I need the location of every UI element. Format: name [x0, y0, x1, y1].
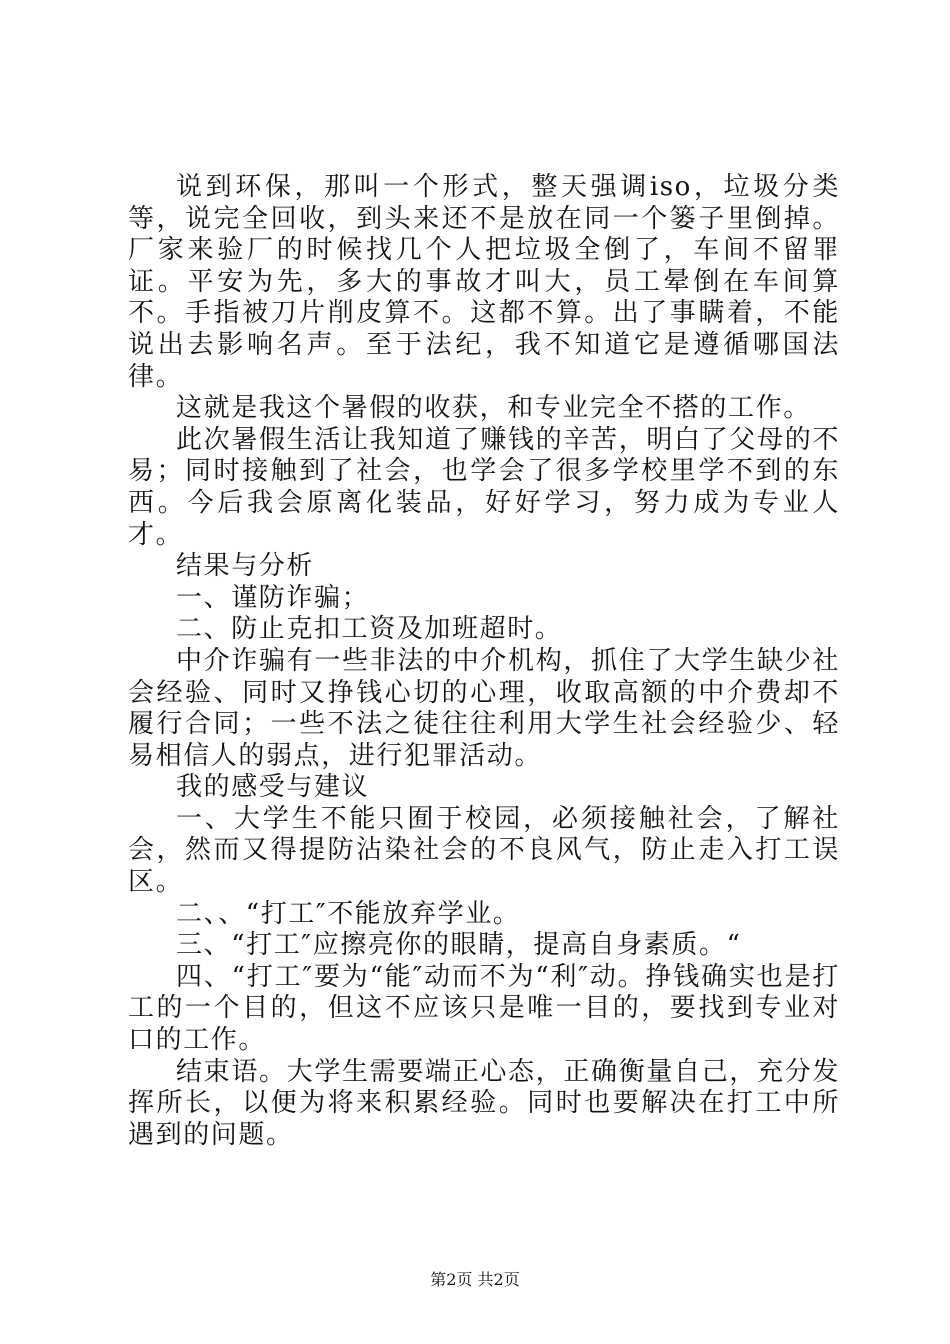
paragraph-environment: 说到环保，那叫一个形式，整天强调iso，垃圾分类等，说完全回收，到头来还不是放在同一个篓子里倒掉。厂家来验厂的时候找几个人把垃圾全倒了，车间不留罪证。平安为先，多大的事故才叫大，员工晕倒在车间算不。手指被刀片削皮算不。这都不算。出了事瞒着，不能说出去影响名声。至于法纪，我不知道它是遵循哪国法律。: [128, 172, 840, 392]
paragraph-reflection: 此次暑假生活让我知道了赚钱的辛苦，明白了父母的不易；同时接触到了社会，也学会了很多学校里学不到的东西。今后我会原离化装品，好好学习，努力成为专业人才。: [128, 424, 840, 550]
section-heading-results: 结果与分析: [176, 551, 315, 582]
suggestion-item-4: 四、“打工″要为“能″动而不为“利″动。挣钱确实也是打工的一个目的，但这不应该只是唯一目的，要找到专业对口的工作。: [128, 961, 840, 1056]
suggestion-item-2: 二、、“打工″不能放弃学业。: [176, 898, 521, 929]
paragraph-agency-fraud: 中介诈骗有一些非法的中介机构，抓住了大学生缺少社会经验、同时又挣钱心切的心理，收取高额的中介费却不履行合同；一些不法之徒往往利用大学生社会经验少、轻易相信人的弱点，进行犯罪活动。: [128, 645, 840, 771]
section-heading-suggestions: 我的感受与建议: [176, 772, 370, 803]
page-number-footer: 第2页 共2页: [430, 1270, 520, 1289]
list-item-wages: 二、防止克扣工资及加班超时。: [176, 614, 563, 645]
document-body: [128, 172, 840, 1151]
paragraph-summer-gain: 这就是我这个暑假的收获，和专业完全不搭的工作。: [176, 393, 811, 424]
suggestion-item-3: 三、“打工″应擦亮你的眼睛，提高自身素质。“: [176, 930, 742, 961]
list-item-fraud: 一、谨防诈骗；: [176, 582, 370, 613]
suggestion-item-1: 一、大学生不能只囿于校园，必须接触社会，了解社会，然而又得提防沾染社会的不良风气，防止走入打工误区。: [128, 803, 840, 898]
paragraph-conclusion: 结束语。大学生需要端正心态，正确衡量自己，充分发挥所长，以便为将来积累经验。同时也要解决在打工中所遇到的问题。: [128, 1056, 840, 1150]
